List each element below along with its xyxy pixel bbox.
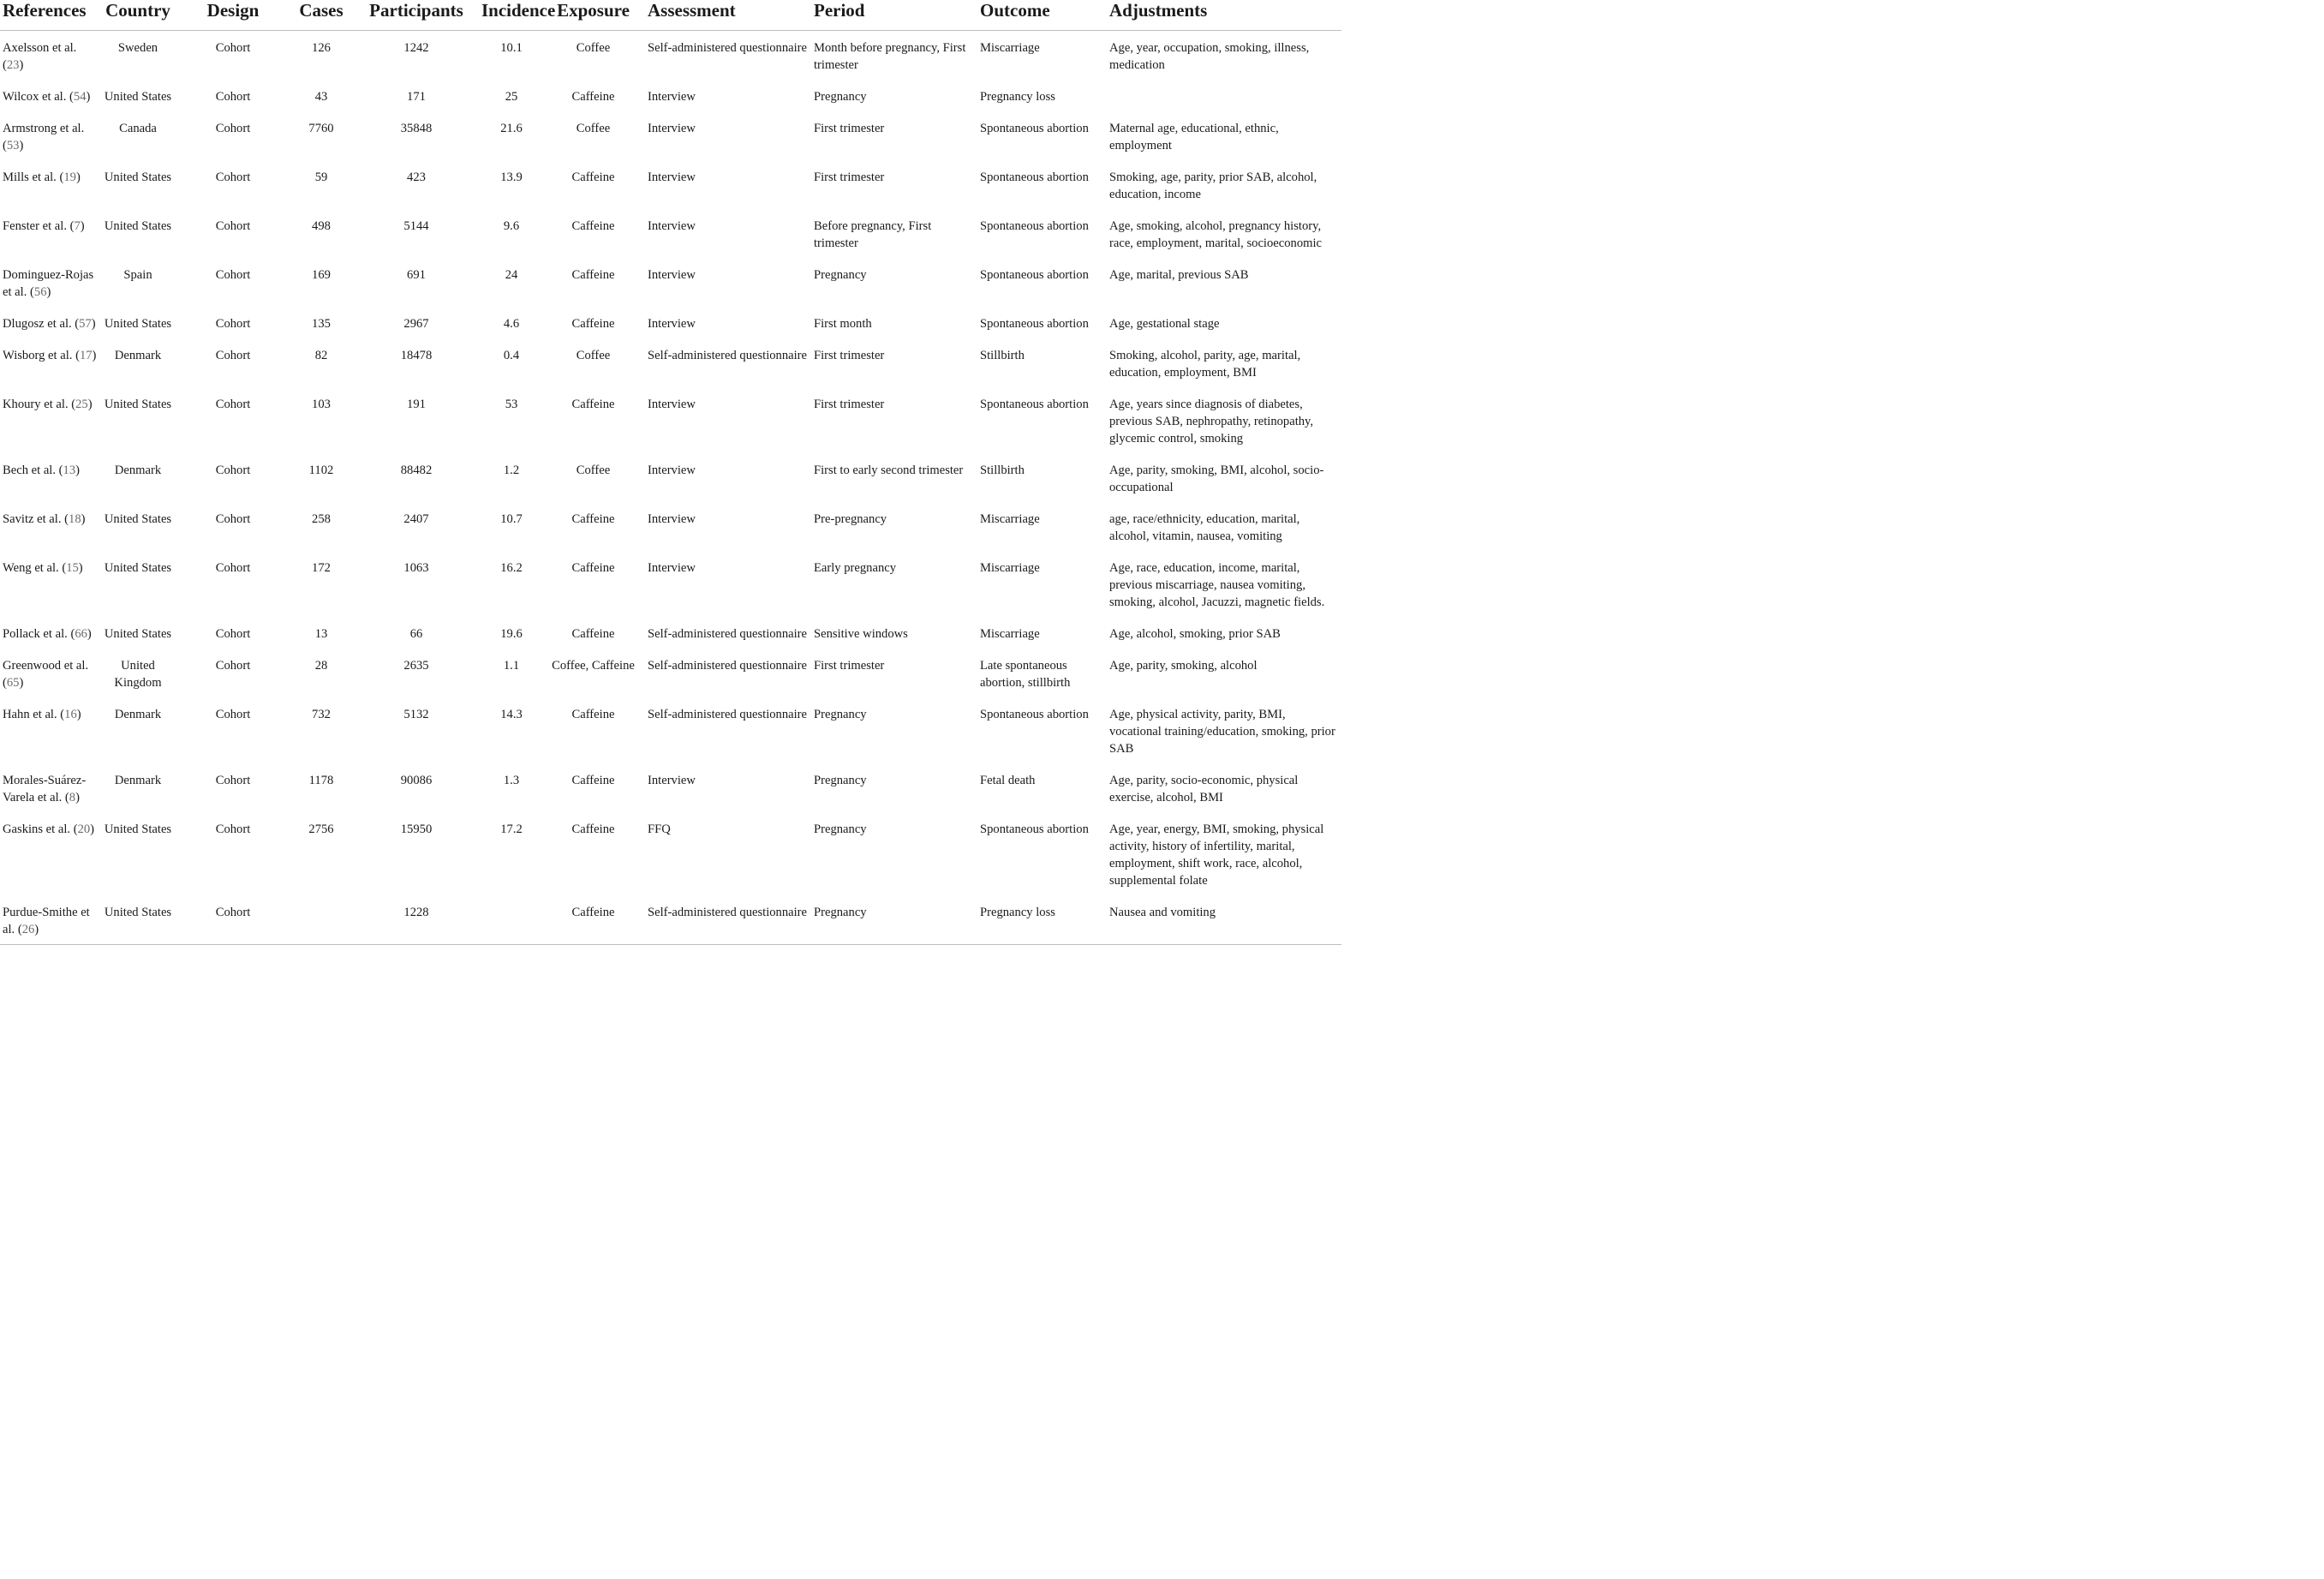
cell-period: First trimester xyxy=(814,170,885,184)
cell-adjustments: Age, parity, socio-economic, physical exercise, alcohol, BMI xyxy=(1109,774,1299,804)
cell-participants: 5132 xyxy=(403,708,429,721)
table-row xyxy=(0,697,1341,763)
cell-reference: Morales-Suárez-Varela et al. (8) xyxy=(3,774,87,804)
cell-cases: 43 xyxy=(314,90,328,104)
cell-reference: Savitz et al. (18) xyxy=(3,512,86,526)
cell-adjustments: Age, gestational stage xyxy=(1109,317,1220,331)
cell-adjustments: Age, parity, smoking, BMI, alcohol, socio-occupational xyxy=(1109,464,1324,494)
cell-cases: 1102 xyxy=(308,464,334,477)
cell-cases: 28 xyxy=(314,659,328,673)
cell-design: Cohort xyxy=(215,90,251,104)
cell-incidence: 1.3 xyxy=(503,774,520,787)
reference-author: Gaskins et al. xyxy=(3,822,71,836)
cell-participants: 15950 xyxy=(400,822,433,836)
cell-exposure: Coffee xyxy=(576,122,611,135)
cell-exposure: Caffeine xyxy=(571,268,615,282)
cell-design: Cohort xyxy=(215,822,251,836)
reference-author: Purdue-Smithe et al. xyxy=(3,906,90,936)
cell-design: Cohort xyxy=(215,122,251,135)
cell-design: Cohort xyxy=(215,464,251,477)
cell-exposure: Caffeine xyxy=(571,822,615,836)
cell-country: United States xyxy=(104,170,172,184)
cell-reference: Dlugosz et al. (57) xyxy=(3,317,96,331)
cell-participants: 691 xyxy=(407,268,426,282)
header-period: Period xyxy=(811,0,977,31)
cell-cases: 7760 xyxy=(308,122,334,135)
reference-author: Armstrong et al. xyxy=(3,122,85,135)
reference-author: Khoury et al. xyxy=(3,398,69,411)
cell-assessment: Interview xyxy=(648,268,696,282)
reference-author: Axelsson et al. xyxy=(3,41,77,55)
cell-reference: Gaskins et al. (20) xyxy=(3,822,95,836)
cell-assessment: Self-administered questionnaire xyxy=(645,895,811,945)
cell-period: First month xyxy=(814,317,872,331)
cell-period: First trimester xyxy=(814,122,885,135)
citation-link[interactable]: 23 xyxy=(6,58,20,72)
citation-link[interactable]: 7 xyxy=(74,219,81,233)
cell-assessment: Interview xyxy=(648,398,696,411)
cell-incidence: 53 xyxy=(505,398,518,411)
cell-participants: 1242 xyxy=(403,41,429,55)
cell-outcome: Late spontaneous abortion, stillbirth xyxy=(980,659,1071,690)
table-row xyxy=(0,80,1341,111)
cell-exposure: Caffeine xyxy=(571,317,615,331)
cell-design: Cohort xyxy=(215,219,251,233)
cell-participants: 2967 xyxy=(403,317,429,331)
cell-outcome: Stillbirth xyxy=(980,349,1025,362)
table-row xyxy=(0,649,1341,697)
citation-link[interactable]: 26 xyxy=(21,923,35,936)
cell-period: Pregnancy xyxy=(814,90,867,104)
cell-participants: 1063 xyxy=(403,561,429,575)
cell-cases: 135 xyxy=(312,317,331,331)
cell-period: First trimester xyxy=(814,349,885,362)
table-row xyxy=(0,502,1341,551)
cell-country: Denmark xyxy=(114,774,162,787)
cell-cases: 258 xyxy=(312,512,331,526)
header-design: Design xyxy=(175,0,291,31)
cell-outcome: Miscarriage xyxy=(980,512,1040,526)
citation-link[interactable]: 65 xyxy=(6,676,20,690)
cell-assessment: Interview xyxy=(648,512,696,526)
table-row xyxy=(0,160,1341,209)
cell-country: United States xyxy=(104,317,172,331)
cell-outcome: Fetal death xyxy=(980,774,1036,787)
cell-design: Cohort xyxy=(215,659,251,673)
cell-reference: Bech et al. (13) xyxy=(3,464,80,477)
cell-design: Cohort xyxy=(215,774,251,787)
cell-participants: 2635 xyxy=(403,659,429,673)
cell-adjustments: Age, alcohol, smoking, prior SAB xyxy=(1109,627,1281,641)
cell-exposure: Caffeine xyxy=(571,170,615,184)
table-row xyxy=(0,763,1341,812)
cell-design: Cohort xyxy=(215,41,251,55)
citation-link[interactable]: 8 xyxy=(69,791,76,804)
citation-link[interactable]: 18 xyxy=(69,512,81,526)
cell-incidence: 16.2 xyxy=(500,561,523,575)
cell-assessment: Self-administered questionnaire xyxy=(648,627,808,641)
cell-country: Canada xyxy=(119,122,157,135)
cell-participants: 423 xyxy=(407,170,426,184)
cell-adjustments: Age, race, education, income, marital, previous miscarriage, nausea vomiting, smoking, alcohol, Jacuzzi, magnetic fields. xyxy=(1109,561,1325,609)
cell-outcome: Spontaneous abortion xyxy=(980,170,1089,184)
cell-cases: 732 xyxy=(312,708,331,721)
cell-exposure: Caffeine xyxy=(571,512,615,526)
cell-incidence: 21.6 xyxy=(500,122,523,135)
citation-link[interactable]: 53 xyxy=(6,139,20,153)
cell-country: United States xyxy=(104,512,172,526)
cell-participants: 66 xyxy=(409,627,423,641)
cell-assessment: Interview xyxy=(648,170,696,184)
cell-country: Sweden xyxy=(117,41,158,55)
cell-participants: 90086 xyxy=(400,774,433,787)
cell-assessment: Self-administered questionnaire xyxy=(648,41,808,55)
cell-participants: 191 xyxy=(407,398,426,411)
cell-outcome: Spontaneous abortion xyxy=(980,122,1089,135)
cell-adjustments: age, race/ethnicity, education, marital, alcohol, vitamin, nausea, vomiting xyxy=(1109,512,1300,543)
cell-reference: Hahn et al. (16) xyxy=(3,708,81,721)
reference-author: Savitz et al. xyxy=(3,512,62,526)
cell-cases: 103 xyxy=(312,398,331,411)
cell-country: United Kingdom xyxy=(114,659,162,690)
cell-adjustments xyxy=(1107,80,1341,111)
cell-reference: Fenster et al. (7) xyxy=(3,219,85,233)
cell-incidence: 19.6 xyxy=(500,627,523,641)
cell-cases xyxy=(291,895,351,945)
reference-author: Greenwood et al. xyxy=(3,659,89,673)
cell-design: Cohort xyxy=(215,561,251,575)
cell-outcome: Miscarriage xyxy=(980,41,1040,55)
cell-exposure: Caffeine xyxy=(571,90,615,104)
cell-reference: Axelsson et al. (23) xyxy=(3,41,77,72)
citation-link[interactable]: 66 xyxy=(75,627,87,641)
citation-link[interactable]: 56 xyxy=(33,285,47,299)
header-incidence: Incidence xyxy=(481,0,541,31)
cell-outcome: Spontaneous abortion xyxy=(980,822,1089,836)
cell-exposure: Coffee xyxy=(576,349,611,362)
citation-link[interactable]: 20 xyxy=(77,822,91,836)
header-cases: Cases xyxy=(291,0,351,31)
reference-author: Dlugosz et al. xyxy=(3,317,72,331)
header-assessment: Assessment xyxy=(645,0,811,31)
cell-adjustments: Maternal age, educational, ethnic, employment xyxy=(1109,122,1279,153)
table-row xyxy=(0,812,1341,895)
cell-participants: 35848 xyxy=(400,122,433,135)
cell-period: Pregnancy xyxy=(814,822,867,836)
cell-outcome: Pregnancy loss xyxy=(977,895,1107,945)
citation-link[interactable]: 25 xyxy=(75,398,88,411)
cell-outcome: Spontaneous abortion xyxy=(980,398,1089,411)
studies-table-container xyxy=(0,0,1343,945)
citation-link[interactable]: 54 xyxy=(73,90,87,104)
reference-author: Bech et al. xyxy=(3,464,56,477)
header-exposure: Exposure xyxy=(541,0,645,31)
reference-author: Pollack et al. xyxy=(3,627,68,641)
cell-country: Denmark xyxy=(114,349,162,362)
cell-country: United States xyxy=(104,561,172,575)
cell-exposure: Caffeine xyxy=(571,219,615,233)
cell-reference: Purdue-Smithe et al. (26) xyxy=(0,895,101,945)
cell-cases: 2756 xyxy=(308,822,334,836)
cell-assessment: Interview xyxy=(648,122,696,135)
cell-period: First trimester xyxy=(814,398,885,411)
table-row xyxy=(0,111,1341,160)
cell-outcome: Pregnancy loss xyxy=(980,90,1055,104)
header-participants: Participants xyxy=(351,0,481,31)
cell-cases: 172 xyxy=(312,561,331,575)
cell-incidence: 25 xyxy=(505,90,518,104)
cell-outcome: Spontaneous abortion xyxy=(980,219,1089,233)
reference-author: Weng et al. xyxy=(3,561,59,575)
cell-incidence: 14.3 xyxy=(500,708,523,721)
cell-outcome: Spontaneous abortion xyxy=(980,268,1089,282)
citation-link[interactable]: 57 xyxy=(79,317,92,331)
citation-link[interactable]: 19 xyxy=(63,170,76,184)
cell-cases: 498 xyxy=(312,219,331,233)
cell-period: Pregnancy xyxy=(814,268,867,282)
cell-cases: 169 xyxy=(312,268,331,282)
citation-link[interactable]: 13 xyxy=(63,464,76,477)
cell-reference: Greenwood et al. (65) xyxy=(3,659,89,690)
cell-participants: 5144 xyxy=(403,219,429,233)
table-header-row xyxy=(0,0,1341,31)
cell-participants: 88482 xyxy=(400,464,433,477)
reference-author: Mills et al. xyxy=(3,170,57,184)
cell-country: United States xyxy=(104,822,172,836)
cell-incidence: 24 xyxy=(505,268,518,282)
cell-assessment: Self-administered questionnaire xyxy=(648,708,808,721)
cell-adjustments: Smoking, age, parity, prior SAB, alcohol, education, income xyxy=(1109,170,1317,201)
cell-reference: Khoury et al. (25) xyxy=(3,398,93,411)
cell-exposure: Caffeine xyxy=(571,627,615,641)
cell-period: Sensitive windows xyxy=(814,627,908,641)
cell-period: First trimester xyxy=(814,659,885,673)
cell-cases: 1178 xyxy=(308,774,334,787)
cell-design: Cohort xyxy=(175,895,291,945)
cell-incidence: 0.4 xyxy=(503,349,520,362)
cell-country: United States xyxy=(101,895,175,945)
table-row xyxy=(0,453,1341,502)
cell-adjustments: Age, smoking, alcohol, pregnancy history, race, employment, marital, socioeconomic xyxy=(1109,219,1323,250)
citation-link[interactable]: 15 xyxy=(66,561,79,575)
cell-cases: 126 xyxy=(312,41,331,55)
cell-country: Denmark xyxy=(114,708,162,721)
cell-country: United States xyxy=(104,90,172,104)
cell-assessment: FFQ xyxy=(648,822,671,836)
cell-outcome: Spontaneous abortion xyxy=(980,317,1089,331)
table-row xyxy=(0,387,1341,453)
cell-reference: Pollack et al. (66) xyxy=(3,627,92,641)
cell-participants: 171 xyxy=(407,90,426,104)
table-row xyxy=(0,258,1341,307)
cell-period: Pregnancy xyxy=(814,708,867,721)
header-references: References xyxy=(0,0,101,31)
cell-design: Cohort xyxy=(215,627,251,641)
cell-outcome: Spontaneous abortion xyxy=(980,708,1089,721)
table-row xyxy=(0,31,1341,81)
cell-assessment: Interview xyxy=(648,774,696,787)
citation-link[interactable]: 17 xyxy=(79,349,93,362)
reference-author: Morales-Suárez-Varela et al. xyxy=(3,774,87,804)
table-row xyxy=(0,617,1341,649)
cell-outcome: Stillbirth xyxy=(980,464,1025,477)
cell-participants: 2407 xyxy=(403,512,429,526)
cell-design: Cohort xyxy=(215,512,251,526)
cell-exposure: Coffee xyxy=(576,41,611,55)
cell-incidence: 9.6 xyxy=(503,219,520,233)
reference-author: Hahn et al. xyxy=(3,708,57,721)
cell-participants: 1228 xyxy=(351,895,481,945)
cell-assessment: Interview xyxy=(648,90,696,104)
cell-period: Early pregnancy xyxy=(814,561,897,575)
cell-outcome: Miscarriage xyxy=(980,561,1040,575)
table-row xyxy=(0,551,1341,617)
cell-period: Before pregnancy, First trimester xyxy=(814,219,932,250)
cell-exposure: Coffee, Caffeine xyxy=(552,659,635,673)
reference-author: Wilcox et al. xyxy=(3,90,67,104)
table-row xyxy=(0,338,1341,387)
cell-exposure: Caffeine xyxy=(571,398,615,411)
reference-author: Dominguez-Rojas et al. xyxy=(3,268,94,299)
table-body xyxy=(0,31,1341,945)
reference-author: Wisborg et al. xyxy=(3,349,73,362)
cell-adjustments: Age, marital, previous SAB xyxy=(1109,268,1249,282)
cell-assessment: Interview xyxy=(648,317,696,331)
cell-exposure: Caffeine xyxy=(571,774,615,787)
header-outcome: Outcome xyxy=(977,0,1107,31)
cell-reference: Wisborg et al. (17) xyxy=(3,349,97,362)
cell-cases: 13 xyxy=(314,627,328,641)
cell-reference: Mills et al. (19) xyxy=(3,170,81,184)
reference-author: Fenster et al. xyxy=(3,219,67,233)
cell-reference: Armstrong et al. (53) xyxy=(3,122,85,153)
cell-adjustments: Age, parity, smoking, alcohol xyxy=(1109,659,1258,673)
table-row xyxy=(0,209,1341,258)
citation-link[interactable]: 16 xyxy=(64,708,77,721)
cell-cases: 82 xyxy=(314,349,328,362)
cell-period: Pregnancy xyxy=(811,895,977,945)
cell-incidence: 17.2 xyxy=(500,822,523,836)
cell-incidence: 1.1 xyxy=(503,659,520,673)
cell-reference: Wilcox et al. (54) xyxy=(3,90,91,104)
cell-design: Cohort xyxy=(215,349,251,362)
cell-incidence: 1.2 xyxy=(503,464,520,477)
cell-period: First to early second trimester xyxy=(814,464,964,477)
cell-outcome: Miscarriage xyxy=(980,627,1040,641)
cell-assessment: Interview xyxy=(648,561,696,575)
cell-adjustments: Age, year, occupation, smoking, illness, medication xyxy=(1109,41,1310,72)
studies-table xyxy=(0,0,1341,945)
cell-adjustments: Age, year, energy, BMI, smoking, physical activity, history of infertility, marital, employment, shift work, race, alcohol, supplemental folate xyxy=(1109,822,1324,888)
cell-exposure: Caffeine xyxy=(571,708,615,721)
cell-period: Pregnancy xyxy=(814,774,867,787)
table-row xyxy=(0,895,1341,945)
cell-design: Cohort xyxy=(215,268,251,282)
cell-design: Cohort xyxy=(215,170,251,184)
cell-country: United States xyxy=(104,219,172,233)
cell-adjustments: Smoking, alcohol, parity, age, marital, education, employment, BMI xyxy=(1109,349,1301,380)
cell-period: Month before pregnancy, First trimester xyxy=(814,41,966,72)
cell-design: Cohort xyxy=(215,317,251,331)
cell-incidence xyxy=(481,895,541,945)
cell-reference: Dominguez-Rojas et al. (56) xyxy=(3,268,94,299)
cell-exposure: Caffeine xyxy=(541,895,645,945)
cell-reference: Weng et al. (15) xyxy=(3,561,83,575)
cell-period: Pre-pregnancy xyxy=(814,512,887,526)
cell-cases: 59 xyxy=(314,170,328,184)
cell-country: United States xyxy=(104,398,172,411)
cell-design: Cohort xyxy=(215,708,251,721)
cell-country: Spain xyxy=(123,268,152,282)
cell-incidence: 10.7 xyxy=(500,512,523,526)
cell-assessment: Interview xyxy=(648,464,696,477)
cell-exposure: Caffeine xyxy=(571,561,615,575)
cell-assessment: Self-administered questionnaire xyxy=(648,659,808,673)
cell-assessment: Self-administered questionnaire xyxy=(648,349,808,362)
header-adjustments: Adjustments xyxy=(1107,0,1341,31)
cell-country: Denmark xyxy=(114,464,162,477)
cell-participants: 18478 xyxy=(400,349,433,362)
cell-assessment: Interview xyxy=(648,219,696,233)
cell-adjustments: Age, years since diagnosis of diabetes, previous SAB, nephropathy, retinopathy, glycemic control, smoking xyxy=(1109,398,1314,446)
table-row xyxy=(0,307,1341,338)
cell-incidence: 4.6 xyxy=(503,317,520,331)
cell-adjustments: Nausea and vomiting xyxy=(1107,895,1341,945)
cell-exposure: Coffee xyxy=(576,464,611,477)
cell-design: Cohort xyxy=(215,398,251,411)
cell-country: United States xyxy=(104,627,172,641)
cell-adjustments: Age, physical activity, parity, BMI, vocational training/education, smoking, prior SAB xyxy=(1109,708,1335,756)
cell-incidence: 13.9 xyxy=(500,170,523,184)
cell-incidence: 10.1 xyxy=(500,41,523,55)
header-country: Country xyxy=(101,0,175,31)
